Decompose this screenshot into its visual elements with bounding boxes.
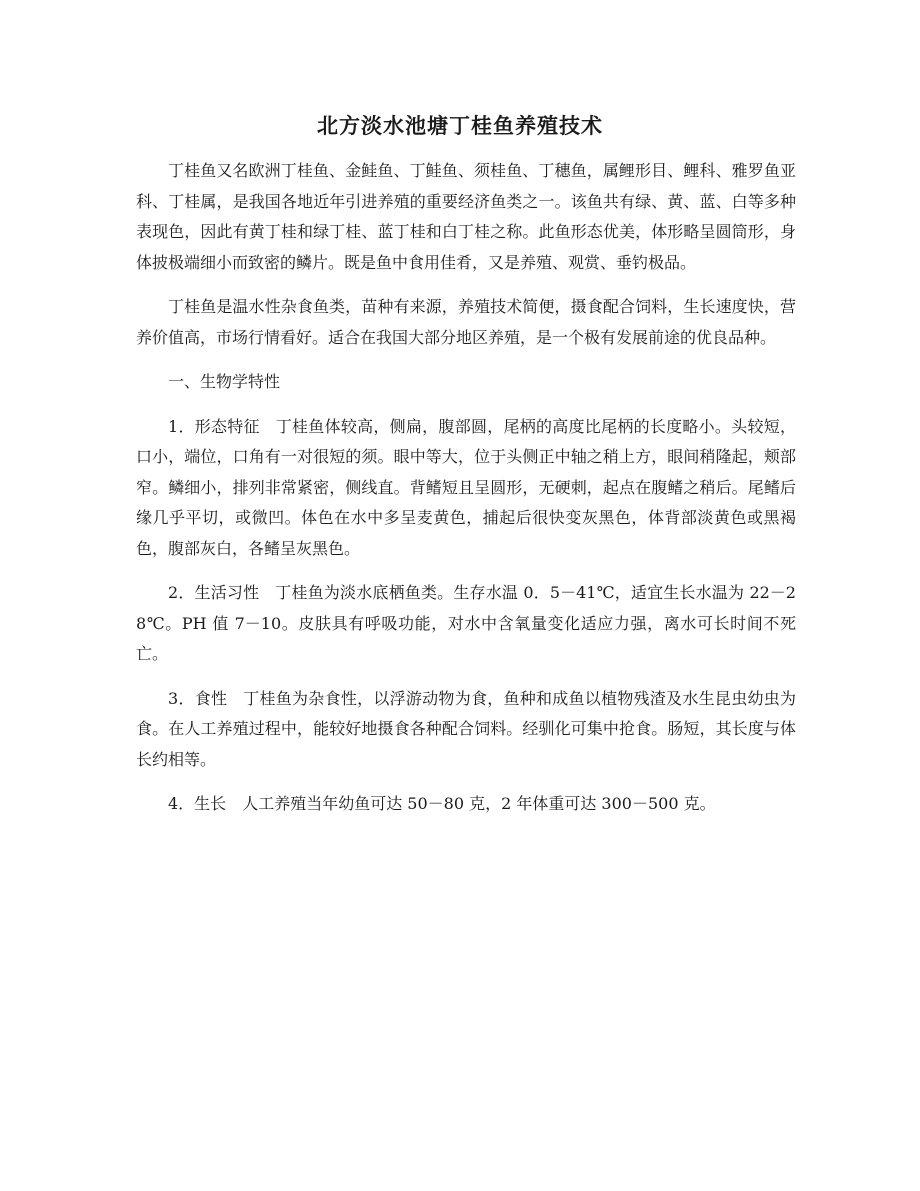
item-text: 丁桂鱼为杂食性，以浮游动物为食，鱼种和成鱼以植物残渣及水生昆虫幼虫为食。在人工养殖过程中，能较好地摄食各种配合饲料。经驯化可集中抢食。肠短，其长度与体长约相等。: [136, 688, 796, 769]
document-title: 北方淡水池塘丁桂鱼养殖技术: [317, 113, 603, 138]
item-habits: [136, 578, 796, 670]
item-growth: [136, 789, 796, 820]
item-lead: 3．食性: [168, 688, 228, 708]
document-body: [136, 156, 796, 834]
item-lead: 4．生长: [168, 794, 227, 813]
item-text: 丁桂鱼为淡水底栖鱼类。生存水温 0．5－41℃，适宜生长水温为 22－28℃。PH 值 7－10。皮肤具有呼吸功能，对水中含氧量变化适应力强，离水可长时间不死亡。: [136, 583, 796, 663]
intro-paragraph-1: 丁桂鱼又名欧洲丁桂鱼、金鲑鱼、丁鲑鱼、须桂鱼、丁穗鱼，属鲤形目、鲤科、雅罗鱼亚科、丁桂属，是我国各地近年引进养殖的重要经济鱼类之一。该鱼共有绿、黄、蓝、白等多种表现色，因此有黄丁桂和绿丁桂、蓝丁桂和白丁桂之称。此鱼形态优美，体形略呈圆筒形，身体披极端细小而致密的鳞片。既是鱼中食用佳肴，又是养殖、观赏、垂钓极品。: [136, 161, 796, 272]
item-morphology: [136, 412, 796, 565]
section-heading: 一、生物学特性: [168, 372, 281, 391]
item-text: 丁桂鱼体较高，侧扁，腹部圆，尾柄的高度比尾柄的长度略小。头较短，口小，端位，口角有一对很短的须。眼中等大，位于头侧正中轴之稍上方，眼间稍隆起，颊部窄。鳞细小，排列非常紧密，侧线直。背鳍短且呈圆形，无硬刺，起点在腹鳍之稍后。尾鳍后缘几乎平切，或微凹。体色在水中多呈麦黄色，捕起后很快变灰黑色，体背部淡黄色或黑褐色，腹部灰白，各鳍呈灰黑色。: [136, 416, 796, 558]
item-diet: [136, 684, 796, 776]
item-lead: 2．生活习性: [168, 583, 260, 602]
intro-paragraph-2: 丁桂鱼是温水性杂食鱼类，苗种有来源，养殖技术简便，摄食配合饲料，生长速度快，营养价值高，市场行情看好。适合在我国大部分地区养殖，是一个极有发展前途的优良品种。: [136, 297, 796, 347]
item-lead: 1．形态特征: [168, 416, 260, 436]
item-text: 人工养殖当年幼鱼可达 50－80 克，2 年体重可达 300－500 克。: [242, 794, 716, 813]
